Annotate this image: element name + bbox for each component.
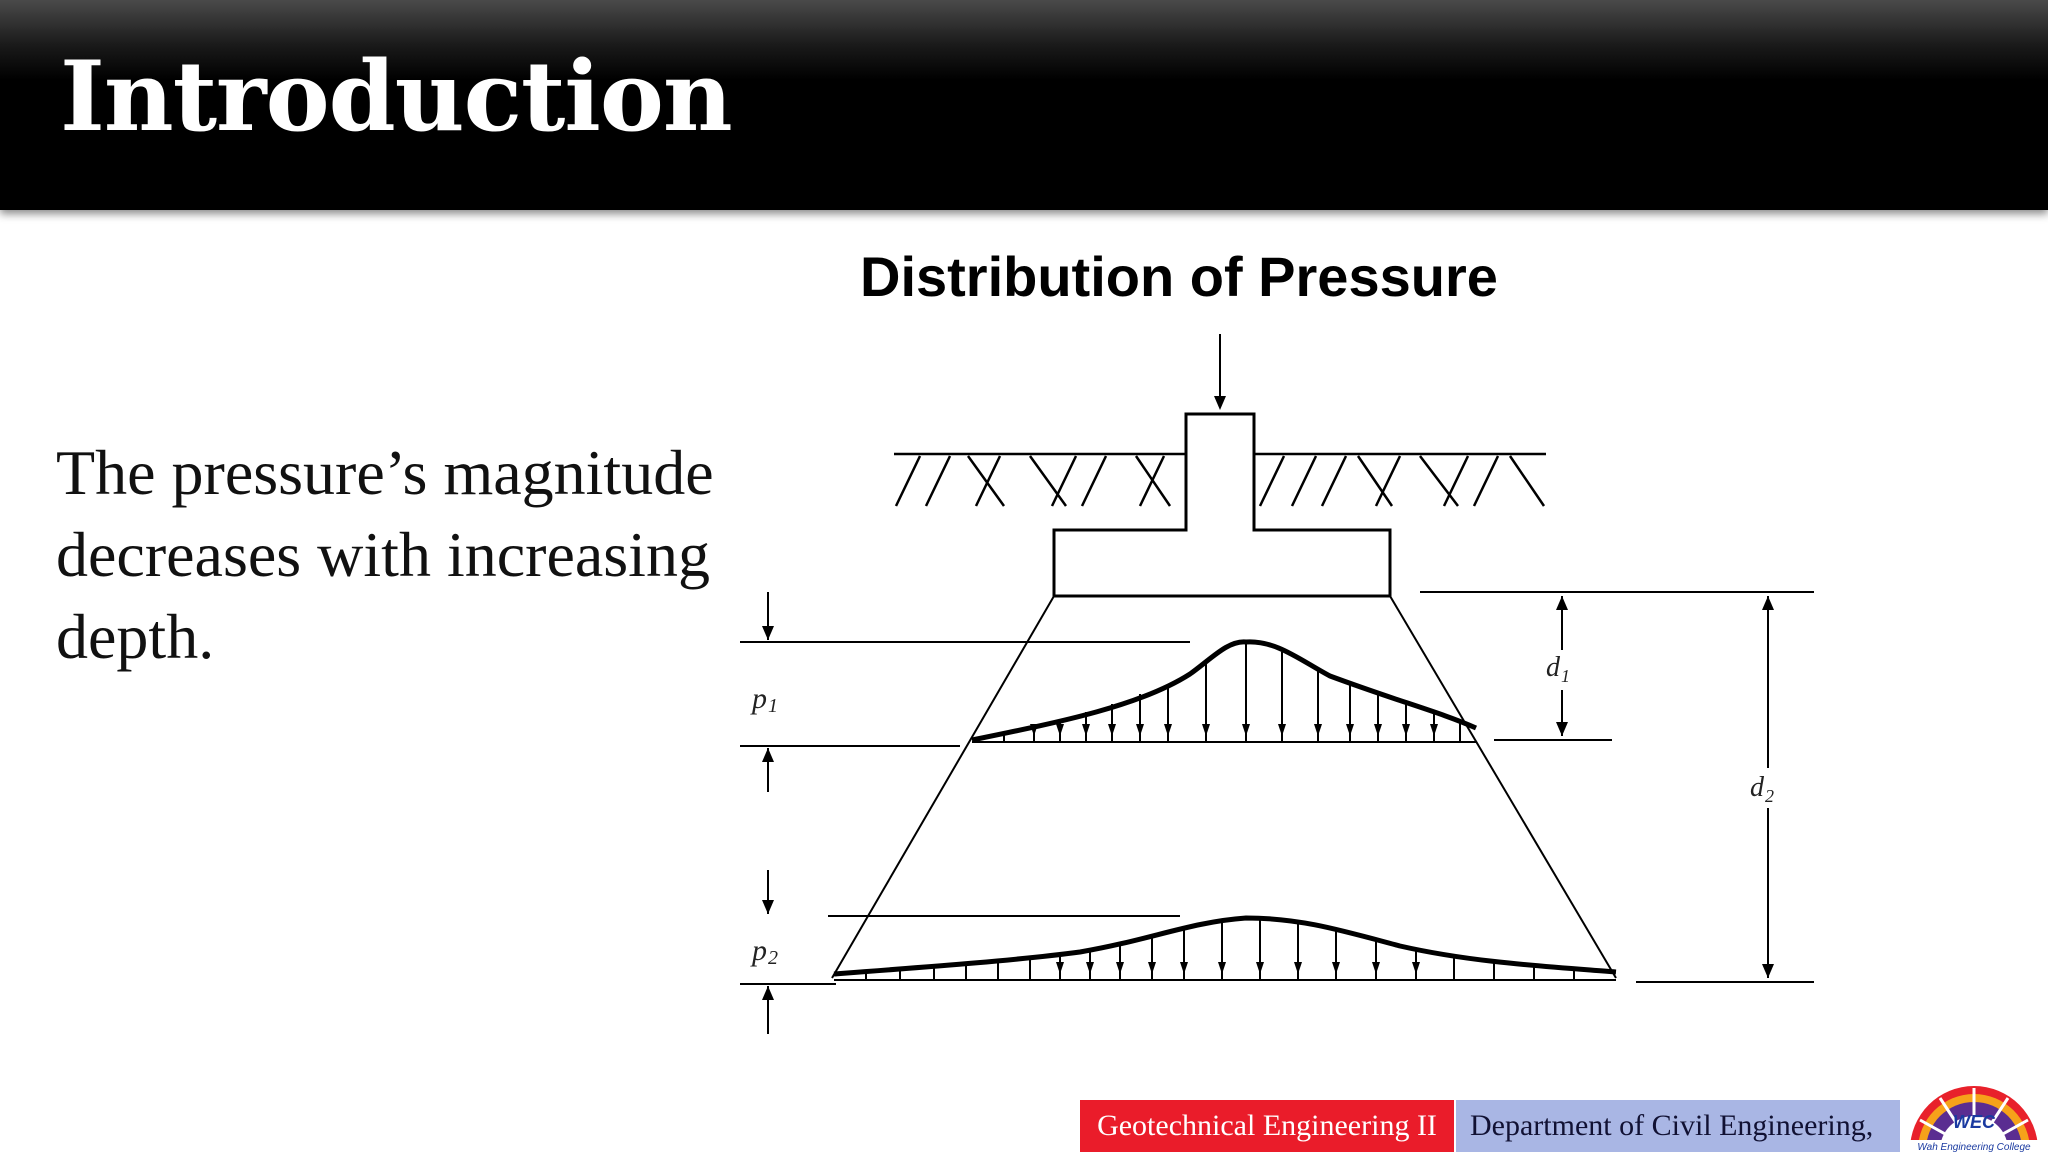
footer-course-label: Geotechnical Engineering II <box>1080 1100 1454 1152</box>
diagram-title: Distribution of Pressure <box>860 245 1498 308</box>
d2-dimension <box>1636 596 1814 982</box>
d1-label: d <box>1546 652 1560 683</box>
footer-department-label: Department of Civil Engineering, <box>1456 1100 1900 1152</box>
p1-label: p <box>752 682 767 715</box>
load-arrow <box>1214 334 1226 410</box>
d1-dimension <box>1420 592 1814 740</box>
logo-text: WEC <box>1953 1112 1995 1132</box>
d2-label: d <box>1750 772 1764 803</box>
logo-subtext: Wah Engineering College <box>1917 1142 2031 1152</box>
d1-subscript: 1 <box>1561 666 1570 686</box>
p2-subscript: 2 <box>768 947 778 969</box>
body-text: The pressure’s magnitude decreases with increasing depth. <box>56 437 714 672</box>
d2-subscript: 2 <box>1765 786 1774 806</box>
slide-title: Introduction <box>60 40 732 153</box>
p1-subscript: 1 <box>768 695 778 717</box>
wec-logo <box>1900 1062 2048 1152</box>
pressure-distribution-p1 <box>972 642 1476 742</box>
pressure-distribution-p2 <box>834 918 1616 980</box>
p2-label: p <box>752 934 767 967</box>
p2-dimension <box>740 870 1180 1034</box>
footing <box>1054 414 1390 596</box>
p1-dimension <box>740 592 1190 792</box>
